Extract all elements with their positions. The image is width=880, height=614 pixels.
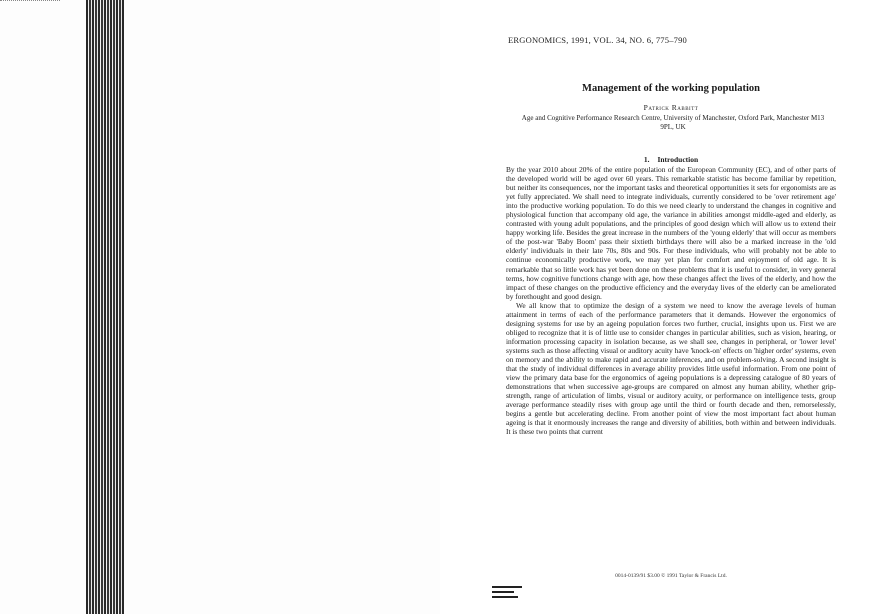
paragraph: We all know that to optimize the design of a system we need to know the average levels of human attainment in terms of each of the performance parameters that it demands. However the ergonomics of designing systems for use by an ageing population forces two further, crucial, insights upon us. First we are obliged to recognize that it is of little use to consider changes in particular abilities, such as vision, hearing, or information processing capacity in isolation because, as we shall see, changes in peripheral, or 'lower level' systems such as those affecting visual or auditory acuity have 'knock-on' effects on 'higher order' systems, even on memory and the ability to make rapid and accurate inferences, and on problem-solving. A second insight is that the study of individual differences in average ability provides little useful information. From one point of view the primary data base for the ergonomics of ageing populations is a depressing catalogue of 80 years of demonstrations that when successive age-groups are compared on almost any human ability, whether grip-strength, range of articulation of limbs, visual or auditory acuity, or performance on intelligence tests, group average performance steadily rises with group age until the third or fourth decade and then, remorselessly, begins a gentle but accelerating decline. From another point of view the most important fact about human ageing is that it enormously increases the range and diversity of abilities, both within and between individuals. It is these two points that current bbox=[506, 300, 836, 437]
paper-affiliation: Age and Cognitive Performance Research Centre, University of Manchester, Oxford Park, Manchester M13 9PL, UK bbox=[521, 114, 825, 131]
paragraph: By the year 2010 about 20% of the entire population of the European Community (EC), and of other parts of the developed world will be aged over 60 years. This remarkable statistic has become familiar by repetition, but neither its consequences, nor the important tasks and theoretical opportunities it sets for ergonomists are as yet fully appreciated. We shall need to integrate individuals, currently considered to be 'over retirement age' into the productive working population. To do this we need clearly to understand the changes in cognitive and physiological function that accompany old age, the variance in abilities amongst middle-aged and elderly, as contrasted with young adult populations, and the principles of good design which will allow us to extend their happy working life. Besides the great increase in the numbers of the 'young elderly' that will occur as members of the post-war 'Baby Boom' pass their sixtieth birthdays there will also be a marked increase in the 'old elderly' individuals in their late 70s, 80s and 90s. For these individuals, who will probably not be able to continue economically productive work, we may yet plan for comfort and enjoyment of old age. It is remarkable that so little work has yet been done on these problems that it is useful to consider, in very general terms, how cognitive functions change with age, how these changes affect the lives of the elderly, and how the impact of these changes on the productive efficiency and the everyday lives of the elderly can be ameliorated by forethought and good design. bbox=[506, 165, 836, 301]
paper-author: Patrick Rabbitt bbox=[643, 103, 699, 112]
section-heading bbox=[526, 155, 816, 164]
binding-shadow-bottom bbox=[492, 586, 522, 606]
paper-title: Management of the working population bbox=[582, 83, 760, 94]
scan-edge-marks bbox=[0, 0, 60, 7]
section-title: Introduction bbox=[657, 155, 699, 164]
book-binding-gutter bbox=[86, 0, 124, 614]
copyright-footer: 0014-0139/91 $3.00 © 1991 Taylor & Francis Ltd. bbox=[615, 573, 727, 579]
body-text bbox=[506, 165, 836, 436]
journal-header: ERGONOMICS, 1991, VOL. 34, NO. 6, 775–790 bbox=[508, 35, 687, 45]
section-number: 1. bbox=[643, 155, 650, 164]
